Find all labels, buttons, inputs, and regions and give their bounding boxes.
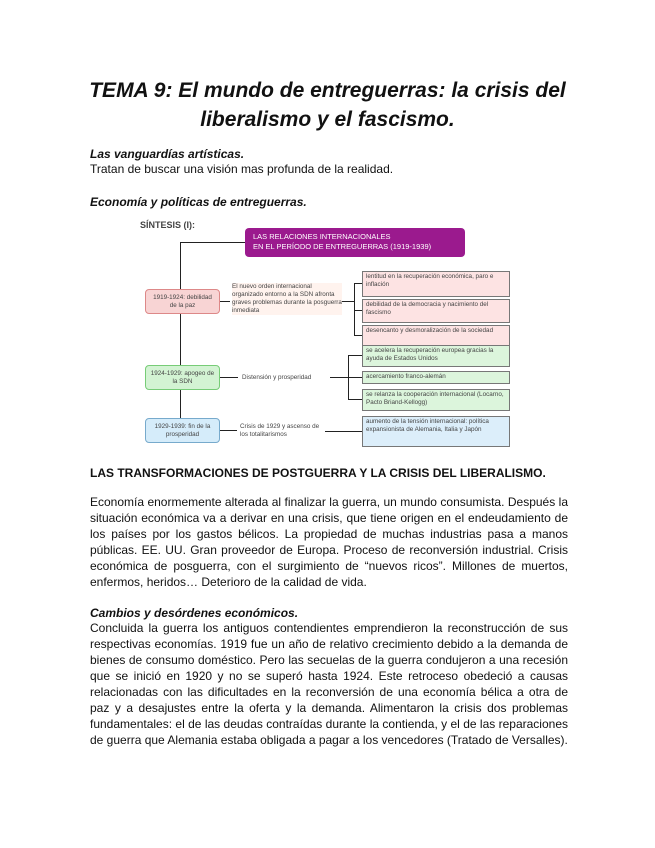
paragraph-vanguardias: Tratan de buscar una visión mas profunda de la realidad.: [90, 162, 394, 176]
period-summary: El nuevo orden internacional organizado entorno a la SDN afronta graves problemas durante la posguerra inmediata: [232, 283, 342, 314]
section-heading-transformaciones: LAS TRANSFORMACIONES DE POSTGUERRA Y LA CRISIS DEL LIBERALISMO.: [90, 466, 546, 480]
diagram-title-line2: EN EL PERÍODO DE ENTREGUERRAS (1919-1939): [253, 242, 432, 251]
synthesis-diagram: [130, 215, 510, 455]
outcome-box: lentitud en la recuperación económica, paro e inflación: [362, 271, 510, 297]
period-box: 1929-1939: fin de la prosperidad: [145, 418, 220, 443]
period-summary: Distensión y prosperidad: [242, 374, 312, 381]
section-heading-vanguardias: Las vanguardías artísticas.: [90, 147, 245, 161]
section-heading-cambios: Cambios y desórdenes económicos.: [90, 606, 299, 620]
outcome-box: aumento de la tensión internacional: política expansionista de Alemania, Italia y Japón: [362, 416, 510, 447]
period-summary: Crisis de 1929 y ascenso de los totalitarismos: [240, 423, 320, 438]
diagram-label: SÍNTESIS (I):: [140, 220, 196, 230]
outcome-box: se acelera la recuperación europea gracias la ayuda de Estados Unidos: [362, 345, 510, 367]
period-box: 1919-1924: debilidad de la paz: [145, 289, 220, 314]
page-title: TEMA 9: El mundo de entreguerras: la crisis del liberalismo y el fascismo.: [89, 79, 566, 131]
diagram-title: [245, 228, 465, 257]
outcome-box: se relanza la cooperación internacional (Locarno, Pacto Briand-Kellogg): [362, 389, 510, 411]
diagram-title-line1: LAS RELACIONES INTERNACIONALES: [253, 232, 391, 241]
outcome-box: debilidad de la democracia y nacimiento del fascismo: [362, 299, 510, 323]
section-heading-economia: Economía y políticas de entreguerras.: [90, 195, 307, 209]
paragraph-cambios: Concluida la guerra los antiguos contendientes emprendieron la reconstrucción de sus respectivas economías. 1919 fue un año de relativo crecimiento debido a la demanda de bienes de consumo doméstico. Pero las secuelas de la guerra condujeron a una recesión que se inició en 1920 y no se superó hasta 1924. Este retroceso obedeció a causas relacionadas con las dificultades en la reconversión de una economía bélica a otra de paz y a desajustes entre la oferta y la demanda. Alimentaron la crisis dos problemas fundamentales: el de las deudas contraídas durante la contienda, y el de las reparaciones de guerra que Alemania estaba obligada a pagar a los vencedores (Tratado de Versalles).: [90, 621, 568, 747]
outcome-box: desencanto y desmoralización de la sociedad: [362, 325, 510, 349]
period-box: 1924-1929: apogeo de la SDN: [145, 365, 220, 390]
outcome-box: acercamiento franco-alemán: [362, 371, 510, 384]
paragraph-transformaciones: Economía enormemente alterada al finalizar la guerra, un mundo consumista. Después la situación económica va a derivar en una crisis, que tiene origen en el endeudamiento de los países por los gastos bélicos. La propiedad de muchas industrias pasa a manos públicas. EE. UU. Gran proveedor de Europa. Proceso de reconversión industrial. Crisis económica de posguerra, con el surgimiento de “nuevos ricos”. Millones de muertos, enfermos, heridos… Deterioro de la calidad de vida.: [90, 495, 568, 589]
